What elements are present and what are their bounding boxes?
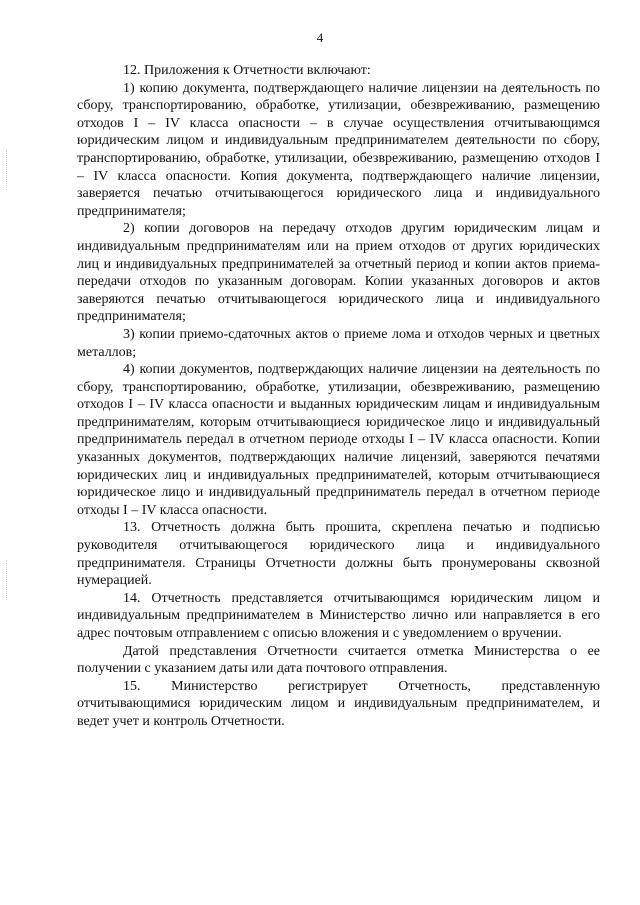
paragraph-12-item-2: 2) копии договоров на передачу отходов другим юридическим лицам и индивидуальным предпринимателям или на прием отходов от других юридических лиц и индивидуальных предпринимателей за отчетный период и копии актов приема-передачи отходов по указанным договорам. Копии указанных договоров и актов заверяются печатью отчитывающегося юридического лица и индивидуального предпринимателя; bbox=[77, 221, 600, 325]
margin-scan-mark bbox=[6, 560, 8, 600]
margin-scan-mark bbox=[6, 150, 8, 190]
paragraph-12-item-4: 4) копии документов, подтверждающих наличие лицензии на деятельность по сбору, транспортированию, обработке, утилизации, обезвреживанию, размещению отходов I – IV класса опасности и выданных юридическим лицам и индивидуальным предпринимателям, которым отчитывающиеся юридическое лицо и индивидуальный предприниматель передал в отчетном периоде отходы I – IV класса опасности. Копии указанных документов, подтверждающих наличие лицензий, заверяются печатями юридических лиц и индивидуальных предпринимателей, которым отчитывающиеся юридическое лицо и индивидуальный предприниматель передал в отчетном периоде отходы I – IV класса опасности. bbox=[77, 362, 600, 518]
paragraph-12-item-3: 3) копии приемо-сдаточных актов о приеме лома и отходов черных и цветных металлов; bbox=[77, 326, 600, 360]
paragraph-14: 14. Отчетность представляется отчитывающимся юридическим лицом и индивидуальным предпринимателем в Министерство лично или направляется в его адрес почтовым отправлением с описью вложения и с уведомлением о вручении. bbox=[77, 590, 600, 641]
paragraph-15: 15. Министерство регистрирует Отчетность, представленную отчитывающимися юридическим лицом и индивидуальным предпринимателем, и ведет учет и контроль Отчетности. bbox=[77, 678, 600, 729]
paragraph-12-heading: 12. Приложения к Отчетности включают: bbox=[123, 63, 371, 78]
paragraph-13: 13. Отчетность должна быть прошита, скреплена печатью и подписью руководителя отчитывающегося юридического лица и индивидуального предпринимателя. Страницы Отчетности должны быть пронумерованы сквозной нумерацией. bbox=[77, 520, 600, 589]
page-number: 4 bbox=[316, 30, 324, 45]
document-body bbox=[77, 62, 600, 731]
paragraph-14-submission-date: Датой представления Отчетности считается отметка Министерства о ее получении с указанием даты или дата почтового отправления. bbox=[77, 643, 600, 677]
paragraph-12-item-1: 1) копию документа, подтверждающего наличие лицензии на деятельность по сбору, транспортированию, обработке, утилизации, обезвреживанию, размещению отходов I – IV класса опасности – в случае осуществления отчитывающимся юридическим лицом и индивидуальным предпринимателем деятельности по сбору, транспортированию, обработке, утилизации, обезвреживанию, размещению отходов I – IV класса опасности. Копия документа, подтверждающего наличие лицензии, заверяется печатью отчитывающегося юридического лица и индивидуального предпринимателя; bbox=[77, 80, 600, 219]
